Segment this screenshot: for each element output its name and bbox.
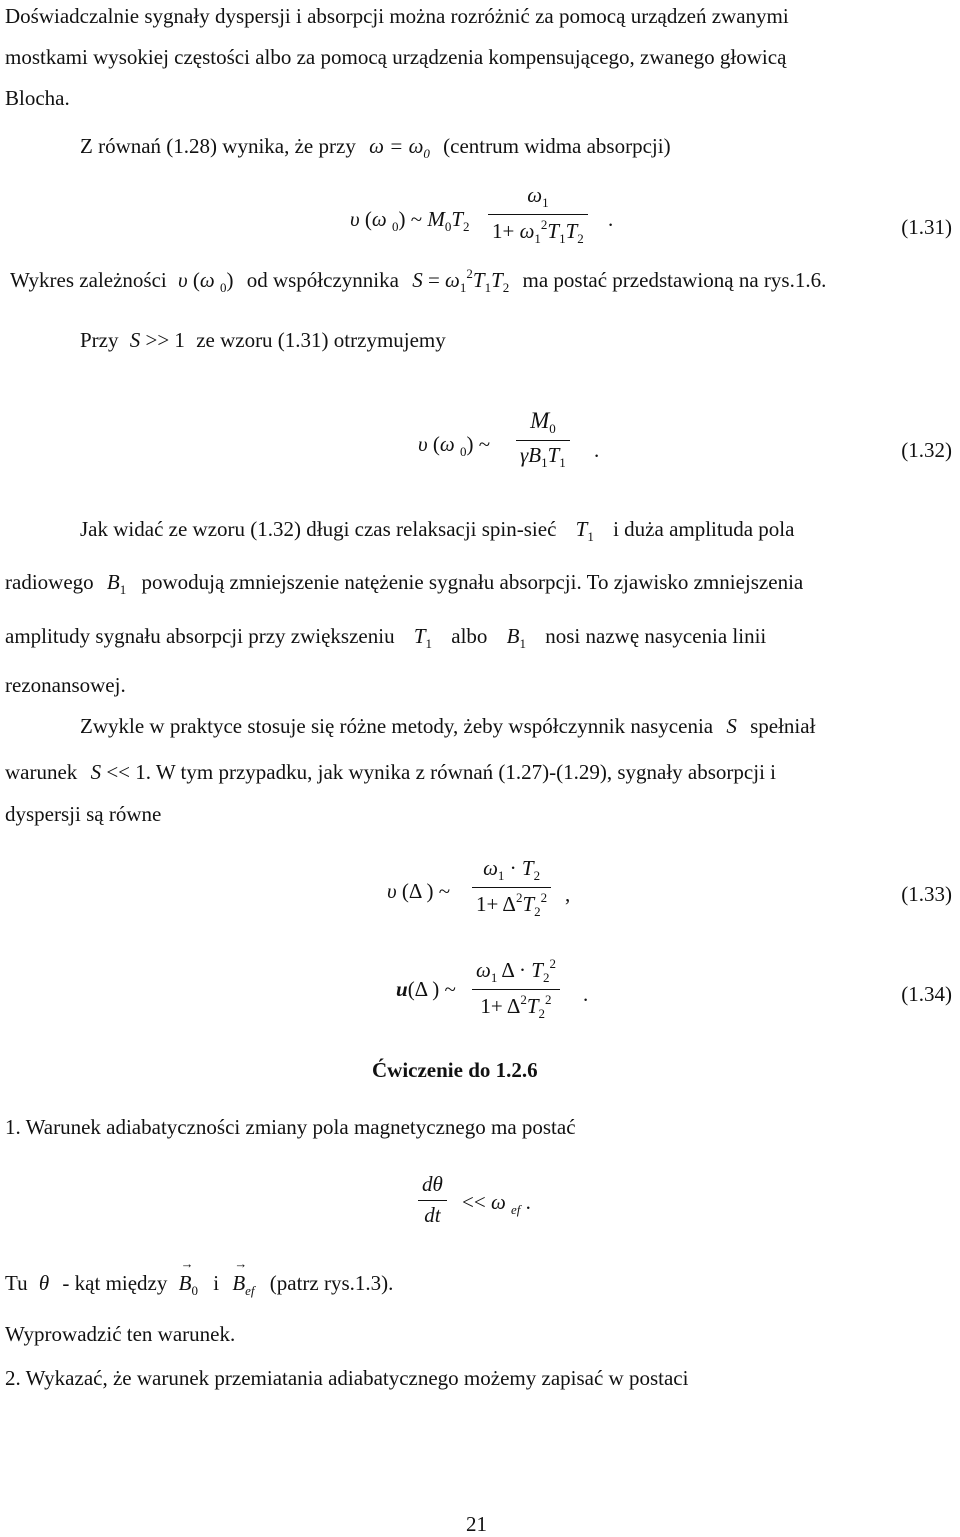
text: (patrz rys.1.3). <box>269 1271 394 1295</box>
paragraph-line: mostkami wysokiej częstości albo za pomocą urządzenia kompensującego, zwanego głowicą <box>5 45 787 69</box>
adiabatic-condition-fraction: dθ dt <box>418 1172 447 1228</box>
punctuation: . <box>594 438 600 462</box>
text: ma postać przedstawioną na rys.1.6. <box>522 268 827 292</box>
text: - kąt między <box>62 1271 168 1295</box>
equation-1-33-lhs: υ (Δ ) ~ <box>387 879 451 903</box>
text: i duża amplituda pola <box>613 517 795 541</box>
paragraph-line: rezonansowej. <box>5 673 126 697</box>
formula-inline: S <box>90 760 102 784</box>
equation-number: (1.32) <box>901 438 952 462</box>
paragraph-line: Przy S >> 1 ze wzoru (1.31) otrzymujemy <box>80 328 446 352</box>
exercise-item: 1. Warunek adiabatyczności zmiany pola magnetycznego ma postać <box>5 1115 576 1139</box>
formula-inline: υ <box>178 268 188 292</box>
paragraph-line: amplitudy sygnału absorpcji przy zwiększeniu $T_1$ albo $B_1$ nosi nazwę nasycenia linii <box>5 624 767 651</box>
punctuation: . <box>583 982 589 1006</box>
text: spełniał <box>750 714 816 738</box>
text: . W tym przypadku, jak wynika z równań (1.27)-(1.29), sygnały absorpcji i <box>145 760 776 784</box>
page-number: 21 <box>466 1512 487 1536</box>
paragraph-line <box>80 714 815 739</box>
paragraph-line: radiowego $B_1$ powodują zmniejszenie natężenie sygnału absorpcji. To zjawisko zmniejszenia <box>5 570 804 597</box>
text: warunek <box>5 760 78 784</box>
equation-number: (1.33) <box>901 882 952 906</box>
punctuation: . <box>608 207 614 231</box>
paragraph-line: Jak widać ze wzoru (1.32) długi czas relaksacji spin-sieć $T_1$ i duża amplituda pola <box>80 517 795 544</box>
formula-inline: S <box>726 714 737 738</box>
text: nosi nazwę nasycenia linii <box>545 624 767 648</box>
text: radiowego <box>5 570 94 594</box>
text: Tu <box>5 1271 28 1295</box>
text: Zwykle w praktyce stosuje się różne metody, żeby współczynnik nasycenia <box>80 714 714 738</box>
paragraph-line: Tu θ - kąt między → $B_0$ $i \to B_{ef}$ (patrz rys.1.3). <box>5 1271 393 1299</box>
formula-inline: S <box>412 268 423 292</box>
text: od współczynnika <box>246 268 399 292</box>
text: amplitudy sygnału absorpcji przy zwiększeniu <box>5 624 395 648</box>
equation-1-34-fraction: $\omega_1$ $\Delta \cdot T_2^2$ $1+ \Delta^2T_2^2$ <box>472 956 560 1022</box>
paragraph-line: Doświadczalnie sygnały dyspersji i absorpcji można rozróżnić za pomocą urządzeń zwanymi <box>5 4 789 28</box>
equation-1-31-fraction: $\omega_1$ $1+ \omega_1^2T_1T_2$ <box>488 183 588 247</box>
equation-1-34-lhs: u(Δ ) ~ <box>396 977 456 1001</box>
text: (centrum widma absorpcji) <box>443 134 671 158</box>
paragraph-line: warunek S << 1. W tym przypadku, jak wynika z równań (1.27)-(1.29), sygnały absorpcji i <box>5 760 776 784</box>
paragraph-line: Wykres zależności υ (ω $_0$) od współczynnika $S = \omega_1^2T_1T_2$ ma postać przedstawioną na rys.1.6. <box>10 266 827 295</box>
paragraph-line: dyspersji są równe <box>5 802 162 826</box>
formula-inline: $\omega = \omega_0$ <box>369 134 430 161</box>
text: Wykres zależności <box>10 268 167 292</box>
paragraph-line: Wyprowadzić ten warunek. <box>5 1322 236 1346</box>
equation-number: (1.31) <box>901 215 952 239</box>
formula-inline: S <box>129 328 141 352</box>
equation-1-31-lhs: υ (ω $_0$) ~ $M_0T_2$ <box>350 207 470 234</box>
text: Przy <box>80 328 119 352</box>
equation-number: (1.34) <box>901 982 952 1006</box>
exercise-item: 2. Wykazać, że warunek przemiatania adiabatycznego możemy zapisać w postaci <box>5 1366 689 1390</box>
paragraph-line: Blocha. <box>5 86 70 110</box>
adiabatic-condition-rhs: << ω $_{ef}$ . <box>462 1190 531 1217</box>
text: Jak widać ze wzoru (1.32) długi czas relaksacji spin-sieć <box>80 517 557 541</box>
punctuation: , <box>565 882 571 906</box>
formula-inline: T <box>575 517 588 541</box>
text: powodują zmniejszenie natężenie sygnału absorpcji. To zjawisko zmniejszenia <box>141 570 804 594</box>
formula-inline: B <box>106 570 120 594</box>
text: i <box>213 1271 220 1295</box>
formula-inline: T <box>413 624 426 648</box>
text: Z równań (1.28) wynika, że przy <box>80 134 356 158</box>
equation-1-32-lhs: υ (ω $_0$) ~ <box>418 432 491 459</box>
text: albo <box>451 624 488 648</box>
vector-bef: → B <box>232 1271 245 1296</box>
vector-b0: → B <box>179 1271 192 1296</box>
equation-1-32-fraction: $M_0$ $\gamma B_1T_1$ <box>516 408 570 471</box>
formula-inline: B <box>506 624 520 648</box>
formula-inline: θ <box>38 1271 50 1295</box>
equation-1-33-fraction: $\omega_1 \cdot T_2$ $1+ \Delta^2T_2^2$ <box>472 856 551 920</box>
exercise-heading: Ćwiczenie do 1.2.6 <box>372 1058 538 1082</box>
text: ze wzoru (1.31) otrzymujemy <box>196 328 446 352</box>
paragraph-line <box>80 134 671 162</box>
